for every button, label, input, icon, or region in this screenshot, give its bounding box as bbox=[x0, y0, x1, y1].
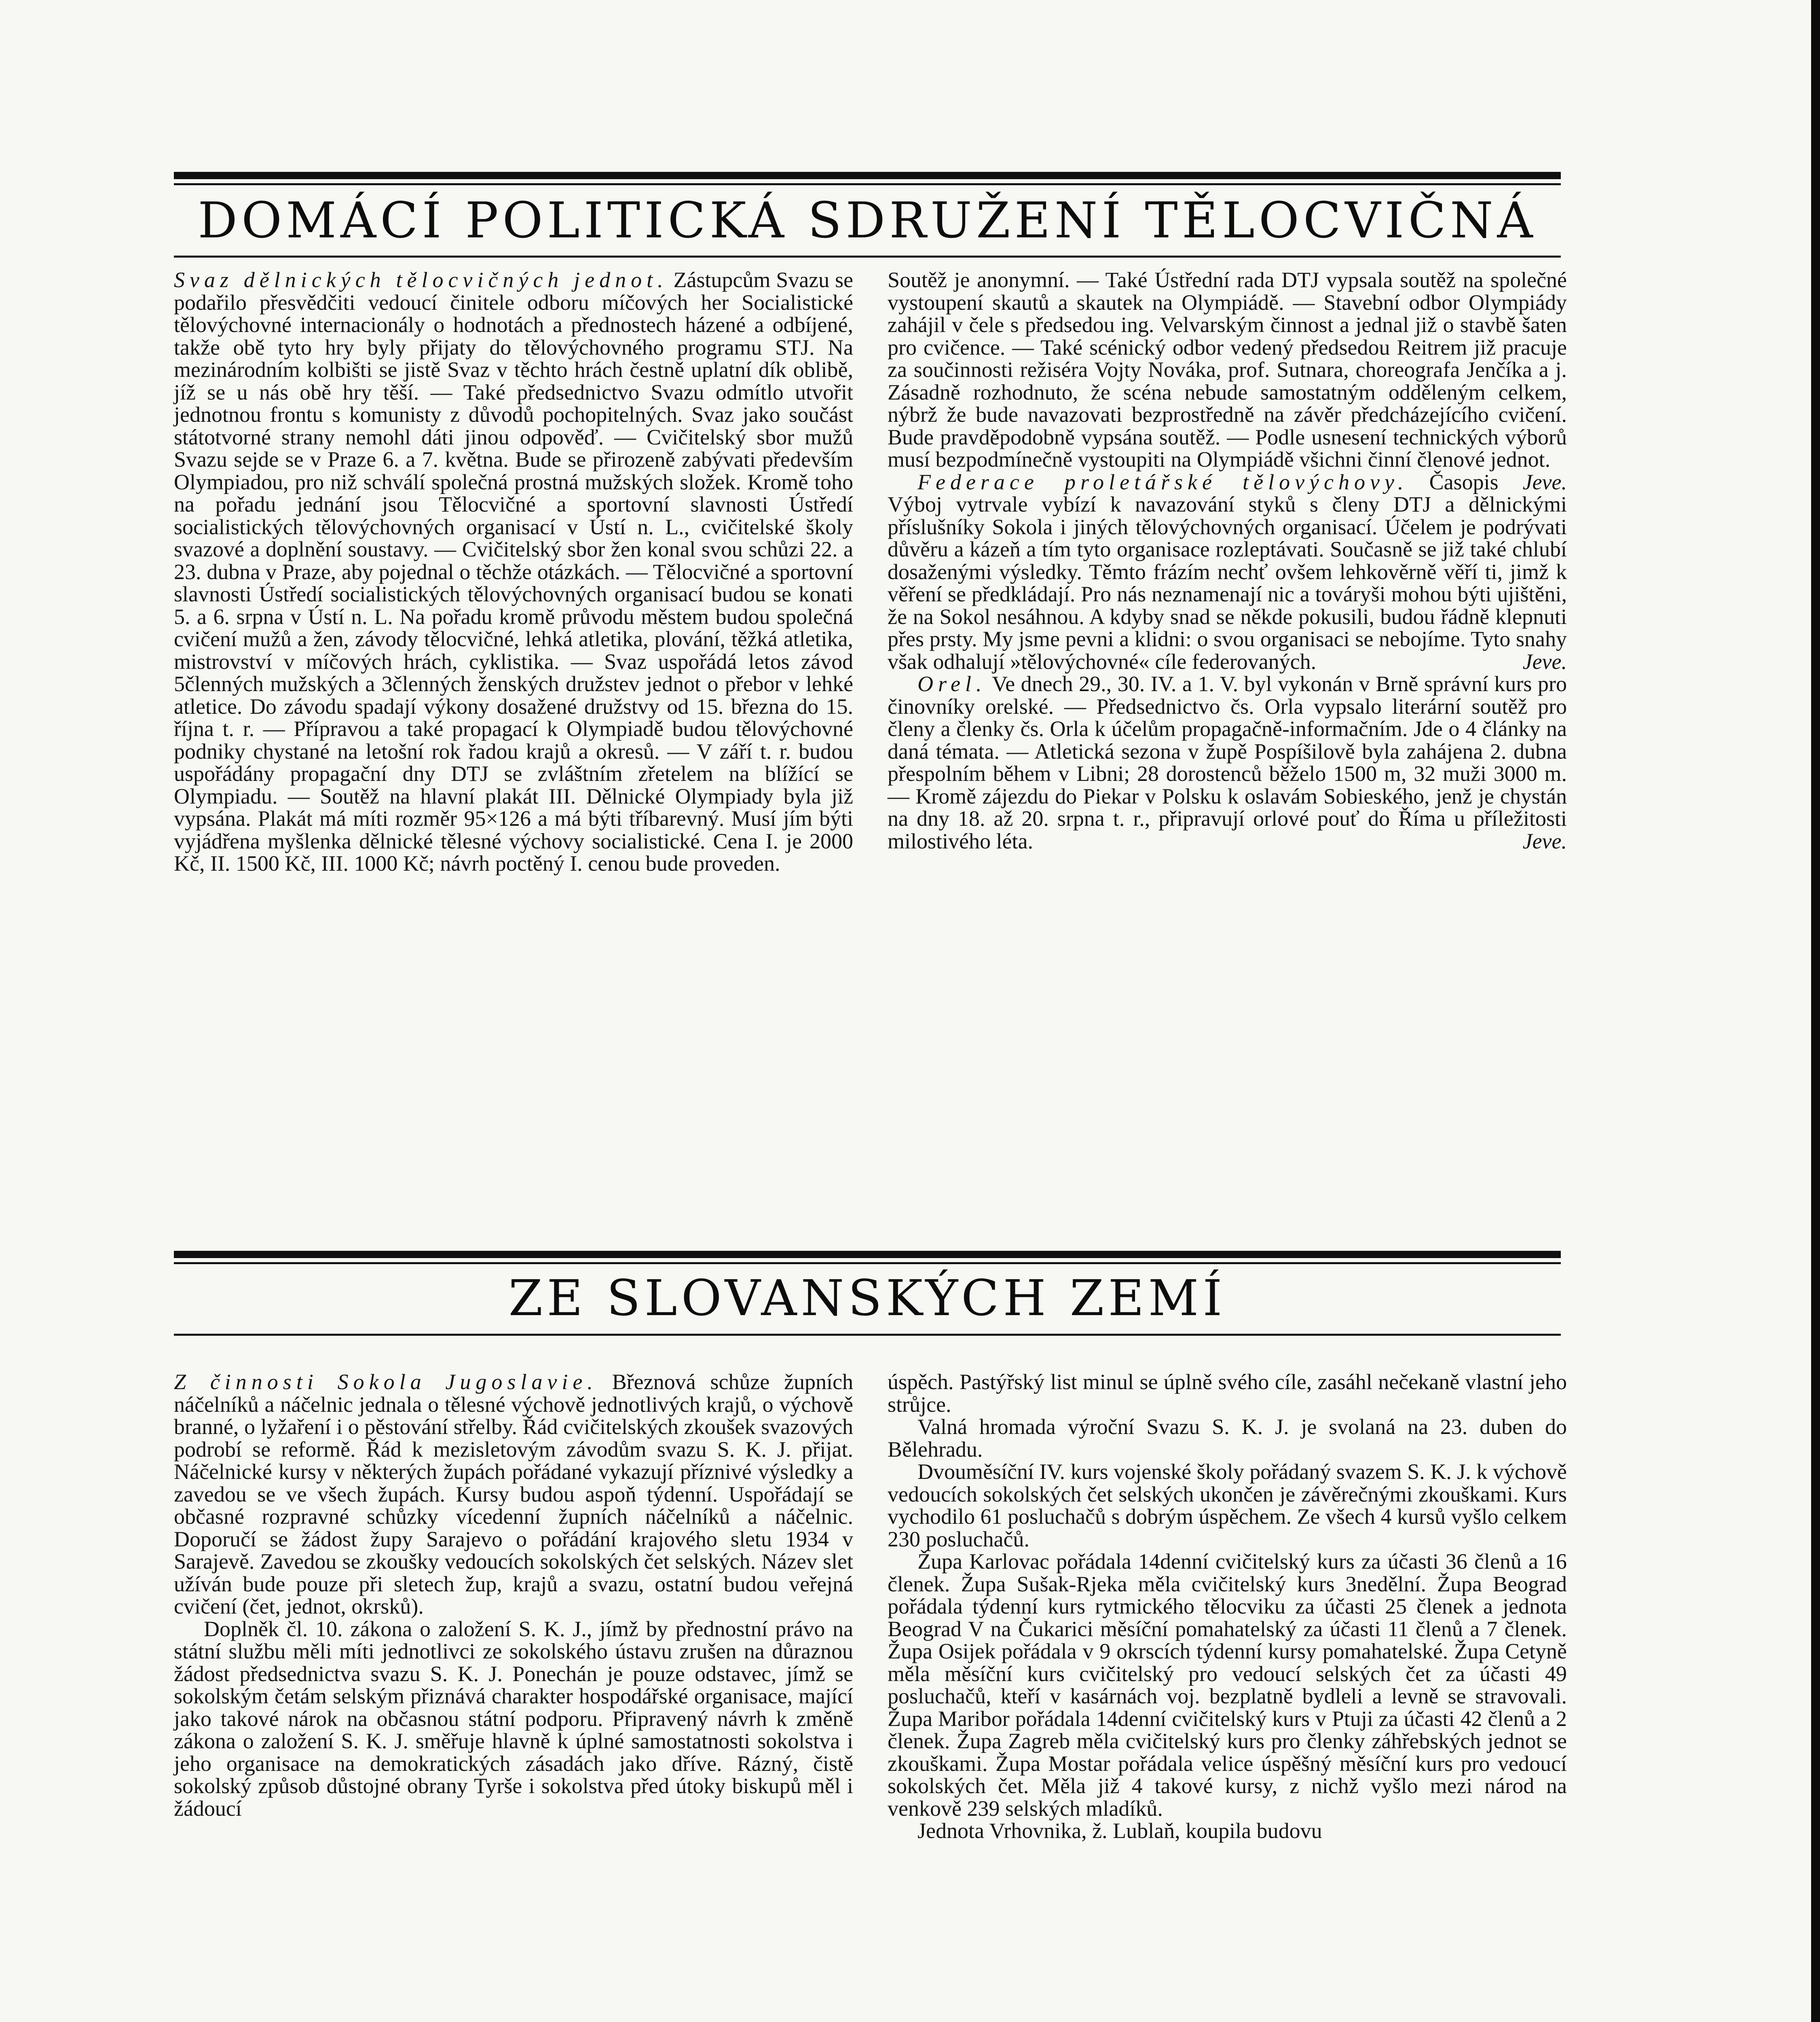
article-jugoslavie bbox=[174, 1371, 853, 1618]
paragraph-kurs-vojenske-skoly: Dvouměsíční IV. kurs vojenské školy pořádaný svazem S. K. J. k výchově vedoucích sokolských čet selských ukončen je závěrečnými zkouškami. Kurs vychodilo 61 posluchačů s dobrým úspěchem. Ze všech 4 kursů vyšlo celkem 230 posluchačů. bbox=[888, 1459, 1567, 1551]
section1-left-column bbox=[174, 269, 853, 875]
article-dtj bbox=[174, 269, 853, 875]
paragraph-valna-hromada: Valná hromada výroční Svazu S. K. J. je svolaná na 23. duben do Bělehradu. bbox=[888, 1415, 1567, 1462]
article-federace-lead: Federace proletářské tělovýchovy. bbox=[917, 470, 1408, 494]
article-dtj-lead: Svaz dělnických tělocvičných jednot. bbox=[174, 268, 668, 292]
article-federace-text: Časopis Výboj vytrvale vybízí k navazování styků s členy DTJ a dělnickými příslušníky Sokola i jiných tělovýchovných organisací. Účelem je podrývati důvěru a kázeň a tím tyto organisace rozleptávati. Současně se již také chlubí dosaženými výsledky. Těmto frázím nechť ovšem lehkověrně věří ti, jimž k věření se předkládají. Pro nás neznamenají nic a továryši mohou býti ujištěni, že na Sokol nesáhnou. A kdyby snad se někde pokusili, budou řádně klepnuti přes prsty. My jsme pevni a klidni: o svou organisaci se nebojíme. Tyto snahy však odhalují »tělovýchovné« cíle federovaných. bbox=[888, 470, 1567, 674]
section2-top-rule bbox=[174, 1251, 1561, 1258]
paragraph-uspech: úspěch. Pastýřský list minul se úplně svého cíle, zasáhl nečekaně vlastní jeho strůjce. bbox=[888, 1370, 1567, 1417]
paragraph-jednota-vrhovnika: Jednota Vrhovnika, ž. Lublaň, koupila budovu bbox=[917, 1819, 1322, 1843]
signature-jeve-1: Jeve. bbox=[1522, 470, 1567, 494]
article-dtj-text: Zástupcům Svazu se podařilo přesvědčiti vedoucí činitele odboru míčových her Socialistické tělovýchovné internacionály o hodnotách a přednostech házené a odbíjené, takže obě tyto hry byly přijaty do tělovýchovného programu STJ. Na mezinárodním kolbišti se jistě Svaz v těchto hrách čestně uplatní dík oblibě, jíž se u nás obě hry těší. — Také předsednictvo Svazu odmítlo utvořit jednotnou frontu s komunisty z důvodů pochopitelných. Svaz jako součást státotvorné strany nemohl dáti jinou odpověď. — Cvičitelský sbor mužů Svazu sejde se v Praze 6. a 7. května. Bude se přirozeně zabývati především Olympiadou, pro niž schválí společná prostná mužských složek. Kromě toho na pořadu jednání jsou Tělocvičné a sportovní slavnosti Ústředí socialistických tělovýchovných organisací v Ústí n. L., cvičitelské školy svazové a doplnění soustavy. — Cvičitelský sbor žen konal svou schůzi 22. a 23. dubna v Praze, aby pojednal o těchže otázkách. — Tělocvičné a sportovní slavnosti Ústředí socialistických tělovýchovných organisací budou se konati 5. a 6. srpna v Ústí n. L. Na pořadu kromě průvodu městem budou společná cvičení mužů a žen, závody tělocvičné, lehká atletika, plování, těžká atletika, mistrovství v míčových hrách, cyklistika. — Svaz uspořádá letos závod 5členných mužských a 3členných ženských družstev jednot o přebor v lehké atletice. Do závodu spadají výkony dosažené družstvy od 15. března do 15. října t. r. — Přípravou a také propagací k Olympiadě budou tělovýchovné podniky chystané na letošní rok řadou krajů a okresů. — V září t. r. budou uspořádány propagační dny DTJ se zvláštním zřetelem na blížící se Olympiadu. — Soutěž na hlavní plakát III. Dělnické Olympiady byla již vypsána. Plakát má míti rozměr 95×126 a má býti tříbarevný. Musí jím býti vyjádřena myšlenka dělnické tělesné výchovy socialistické. Cena I. je 2000 Kč, II. 1500 Kč, III. 1000 Kč; návrh poctěný I. cenou bude proveden. bbox=[174, 268, 853, 876]
section2-heading: ZE SLOVANSKÝCH ZEMÍ bbox=[508, 1269, 1226, 1327]
section1-right-column bbox=[888, 269, 1567, 852]
article-federace bbox=[888, 471, 1567, 673]
article-orel bbox=[888, 673, 1567, 852]
section2-left-column bbox=[174, 1371, 853, 1820]
article-jugoslavie-p2-text: Doplněk čl. 10. zákona o založení S. K. J., jímž by přednostní právo na státní službu měli míti jednotlivci ze sokolského ústavu zrušen na důraznou žádost předsednictva svazu S. K. J. Ponechán je pouze odstavec, jímž se sokolským četám selským přiznává charakter hospodářské organisace, mající jako takové nárok na občasnou státní podporu. Připravený návrh k změně zákona o založení S. K. J. směřuje hlavně k úplné samostatnosti sokolstva i jeho organisace na demokratických zásadách jako dříve. Rázný, čistě sokolský způsob důstojné obrany Tyrše i sokolstva před útoky biskupů měl i žádoucí bbox=[174, 1616, 853, 1821]
signature-jeve-3: Jeve. bbox=[1522, 829, 1567, 853]
paragraph-zupy-kursy: Župa Karlovac pořádala 14denní cvičitelský kurs za účasti 36 členů a 16 členek. Župa Sušak-Rjeka měla cvičitelský kurs 3nedělní. Župa Beograd pořádala týdenní kurs rytmického tělocviku za účasti 25 členek a jednota Beograd V na Čukarici měsíční pomahatelský za účasti 11 členů a 7 členek. Župa Osijek pořádala v 9 okrscích týdenní kursy pomahatelské. Župa Cetyně měla měsíční kurs cvičitelský pro vedoucí selských čet za účasti 49 posluchačů, kteří v kasárnách voj. bezplatně bydleli a levně se stravovali. Župa Maribor pořádala 14denní cvičitelský kurs v Ptuji za účasti 42 členů a 2 členek. Župa Zagreb měla cvičitelský kurs pro členky záhřebských jednot se zkouškami. Župa Mostar pořádala velice úspěšný měsíční kurs pro vedoucí sokolských čet. Měla již 4 takové kursy, z nichž vyšlo mezi národ na venkově 239 selských mladíků. bbox=[888, 1549, 1567, 1821]
article-jugoslavie-lead: Z činnosti Sokola Jugoslavie. bbox=[174, 1370, 598, 1394]
article-jugoslavie-p2 bbox=[174, 1618, 853, 1820]
article-dtj-cont-text: Soutěž je anonymní. — Také Ústřední rada DTJ vypsala soutěž na společné vystoupení skautů a skautek na Olympiádě. — Stavební odbor Olympiády zahájil v čele s předsedou ing. Velvarským činnost a jednal již o stavbě šaten pro cvičence. — Také scénický odbor vedený předsedou Reitrem již pracuje za součinnosti režiséra Vojty Nováka, prof. Sutnara, choreografa Jenčíka a j. Zásadně rozhodnuto, že scéna nebude samostatným odděleným celkem, nýbrž že bude navazovati bezprostředně na závěr předcházejícího cvičení. Bude pravděpodobně vypsána soutěž. — Podle usnesení technických výborů musí bezpodmínečně vystoupiti na Olympiádě všichni činní členové jednot. bbox=[888, 268, 1567, 472]
section1-heading: DOMÁCÍ POLITICKÁ SDRUŽENÍ TĚLOCVIČNÁ bbox=[198, 192, 1537, 249]
article-orel-text: Ve dnech 29., 30. IV. a 1. V. byl vykonán v Brně správní kurs pro činovníky orelské. — Předsednictvo čs. Orla vypsalo literární soutěž pro členy a členky čs. Orla k účelům propagačně-informačním. Jde o 4 články na daná témata. — Atletická sezona v župě Pospíšilově byla zahájena 2. dubna přespolním během v Libni; 28 dorostenců běželo 1500 m, 32 muži 3000 m. — Kromě zájezdu do Piekar v Polsku k oslavám Sobieského, jenž je chystán na dny 18. až 20. srpna t. r., připravují orlové pouť do Říma u příležitosti milostivého léta. bbox=[888, 672, 1567, 853]
article-jugoslavie-text: Březnová schůze župních náčelníků a náčelnic jednala o tělesné výchově jednotlivých krajů, o výchově branné, o lyžaření i o pěstování střelby. Řád cvičitelských zkoušek svazových podrobí se reformě. Řád k mezisletovým závodům svazu S. K. J. přijat. Náčelnické kursy v některých župách pořádané vykazují příznivé výsledky a zavedou se ve všech župách. Kursy budou aspoň týdenní. Uspořádají se občasné rozpravné schůzky vícedenní župních náčelníků a náčelnic. Doporučí se žádost župy Sarajevo o pořádání krajového sletu 1934 v Sarajevě. Zavedou se zkoušky vedoucích sokolských čet selských. Název slet užíván bude pouze při sletech žup, krajů a svazu, ostatní budou veřejná cvičení (čet, jednot, okrsků). bbox=[174, 1370, 854, 1618]
section1-top-rule-thin bbox=[174, 183, 1561, 185]
signature-jeve-2: Jeve. bbox=[1522, 649, 1567, 674]
section1-top-rule bbox=[174, 172, 1561, 179]
section2-right-column bbox=[888, 1371, 1567, 1842]
section1-bottom-rule bbox=[174, 256, 1561, 258]
section2-top-rule-thin bbox=[174, 1262, 1561, 1264]
section2-bottom-rule bbox=[174, 1334, 1561, 1336]
article-orel-lead: Orel. bbox=[917, 672, 987, 696]
